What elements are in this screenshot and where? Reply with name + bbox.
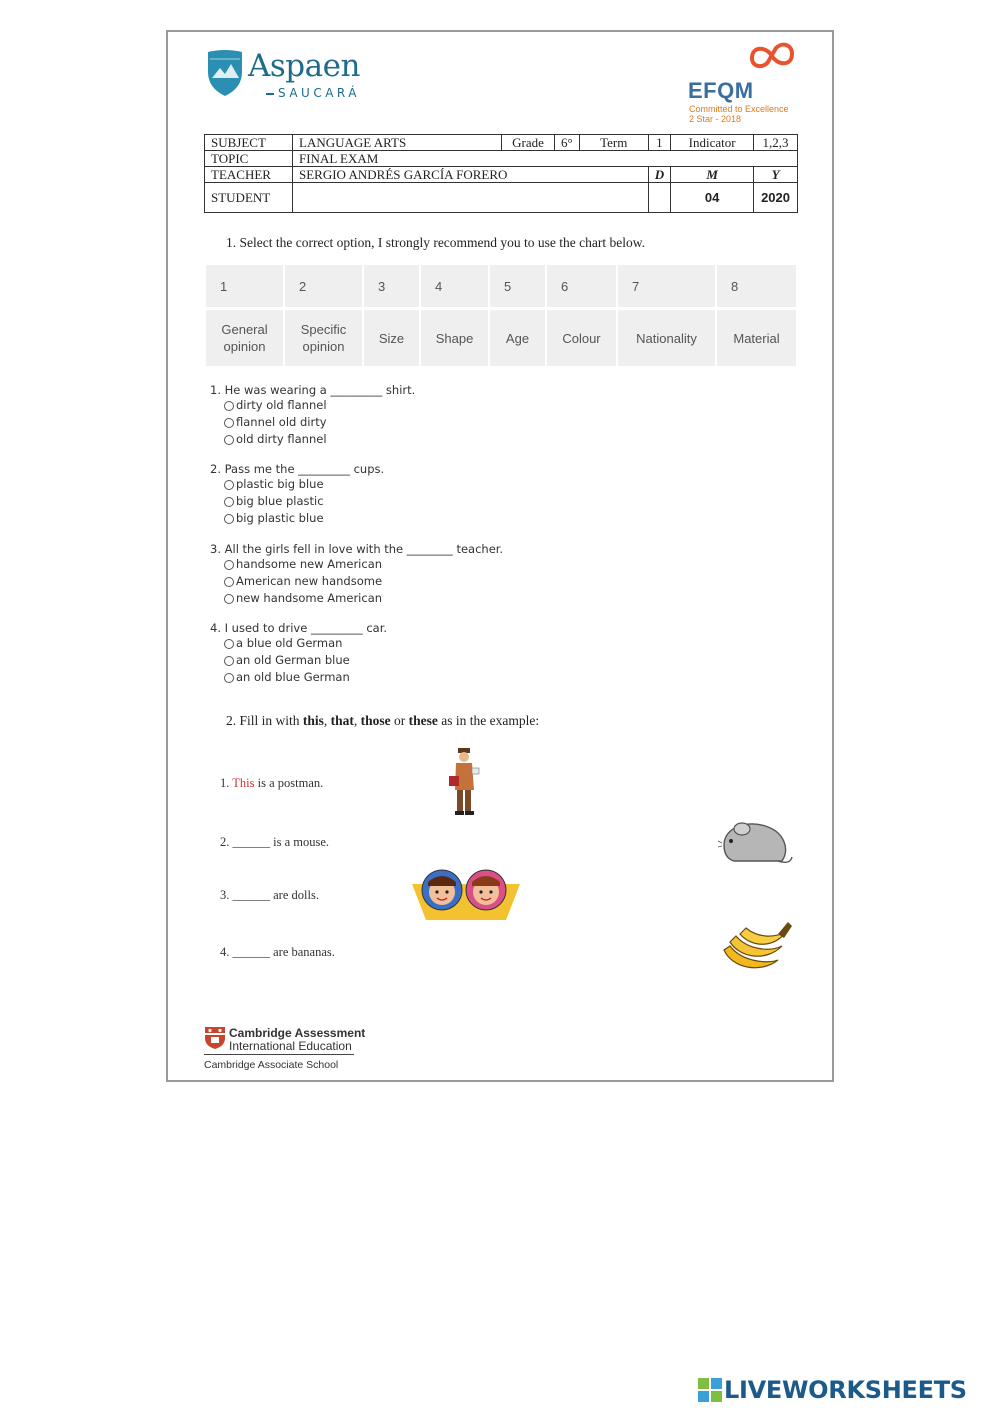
subject-value: LANGUAGE ARTS [293,135,502,151]
fill-item: 3. ______ are dolls. [220,888,319,902]
chart-number: 7 [618,265,717,310]
term-label: Term [579,135,648,151]
chart-label: Colour [547,310,618,366]
chart-number: 1 [206,265,285,310]
mouse-icon [718,815,794,869]
answer-option[interactable]: an old blue German [224,669,387,686]
cambridge-line3: Cambridge Associate School [204,1059,339,1071]
answer-option[interactable]: plastic big blue [224,476,384,493]
answer-blank[interactable]: ______ [232,835,270,849]
efqm-title: EFQM [688,78,754,103]
answer-option[interactable]: new handsome American [224,590,503,607]
subject-label: SUBJECT [205,135,293,151]
year-label: Y [754,167,798,183]
indicator-value: 1,2,3 [754,135,798,151]
bananas-icon [720,918,794,980]
radio-button[interactable] [224,656,234,666]
chart-label: Size [364,310,421,366]
fill-item: 2. ______ is a mouse. [220,835,330,849]
chart-number: 8 [717,265,798,310]
efqm-logo [686,38,816,128]
month-label: M [671,167,754,183]
adjective-order-chart [206,265,798,366]
chart-number: 3 [364,265,421,310]
answer-option[interactable]: a blue old German [224,635,387,652]
postman-icon [446,746,486,818]
chart-number: 6 [547,265,618,310]
topic-value: FINAL EXAM [293,151,798,167]
student-name-field[interactable] [293,183,649,213]
footer-divider [204,1054,354,1055]
fill-item: 1. This is a postman. [220,776,324,790]
grade-label: Grade [502,135,555,151]
school-name: Aspaen [248,48,360,84]
chart-number: 2 [285,265,364,310]
school-subtitle: SAUCARÁ [278,86,360,100]
cambridge-crest-icon [204,1026,226,1050]
liveworksheets-logo-icon [698,1378,722,1402]
answer-blank[interactable]: ______ [232,945,270,959]
radio-button[interactable] [224,435,234,445]
chart-number: 5 [490,265,547,310]
exam-info-table [204,134,798,213]
question-text: 3. All the girls fell in love with the ________ teacher. [210,542,504,556]
teacher-value: SERGIO ANDRÉS GARCÍA FORERO [293,167,649,183]
chart-label: Age [490,310,547,366]
chart-label: Nationality [618,310,717,366]
grade-value: 6° [555,135,580,151]
chart-number: 4 [421,265,490,310]
section2-instruction: 2. Fill in with this, that, those or these as in the example: [226,713,540,728]
day-label: D [648,167,670,183]
day-value[interactable] [648,183,670,213]
question-text: 2. Pass me the _________ cups. [210,462,385,476]
student-label: STUDENT [205,183,293,213]
answer-option[interactable]: dirty old flannel [224,397,415,414]
answer-option[interactable]: old dirty flannel [224,431,415,448]
radio-button[interactable] [224,673,234,683]
teacher-label: TEACHER [205,167,293,183]
aspaen-logo [206,46,406,106]
radio-button[interactable] [224,514,234,524]
chart-label: Material [717,310,798,366]
dolls-icon [410,866,522,924]
radio-button[interactable] [224,401,234,411]
liveworksheets-watermark [698,1376,967,1404]
cambridge-line1: Cambridge Assessment [229,1026,366,1040]
cambridge-line2: International Education [229,1039,352,1053]
answer-option[interactable]: big blue plastic [224,493,384,510]
question-text: 4. I used to drive _________ car. [210,621,388,635]
chart-label: Shape [421,310,490,366]
answer-option[interactable]: an old German blue [224,652,387,669]
worksheet-page [166,30,834,1082]
efqm-rating: 2 Star - 2018 [689,114,742,124]
question-block [210,462,384,527]
section1-instruction: 1. Select the correct option, I strongly recommend you to use the chart below. [226,235,646,250]
term-value: 1 [648,135,670,151]
answer-option[interactable]: flannel old dirty [224,414,415,431]
answer-option[interactable]: handsome new American [224,556,503,573]
radio-button[interactable] [224,594,234,604]
divider [266,93,274,95]
radio-button[interactable] [224,560,234,570]
indicator-label: Indicator [671,135,754,151]
answer-blank[interactable]: ______ [232,888,270,902]
efqm-infinity-icon [748,38,796,74]
question-block [210,621,387,686]
aspaen-shield-icon [206,48,244,98]
radio-button[interactable] [224,577,234,587]
example-answer: This [232,776,255,790]
watermark-text: LIVEWORKSHEETS [724,1376,967,1404]
radio-button[interactable] [224,480,234,490]
year-value: 2020 [754,183,798,213]
topic-label: TOPIC [205,151,293,167]
fill-item: 4. ______ are bananas. [220,945,335,959]
answer-option[interactable]: big plastic blue [224,510,384,527]
chart-label: Specific opinion [285,310,364,366]
radio-button[interactable] [224,497,234,507]
question-block [210,383,415,448]
question-text: 1. He was wearing a _________ shirt. [210,383,416,397]
chart-label: General opinion [206,310,285,366]
month-value: 04 [671,183,754,213]
answer-option[interactable]: American new handsome [224,573,503,590]
question-block [210,542,503,607]
radio-button[interactable] [224,639,234,649]
efqm-tagline: Committed to Excellence [689,104,789,114]
radio-button[interactable] [224,418,234,428]
